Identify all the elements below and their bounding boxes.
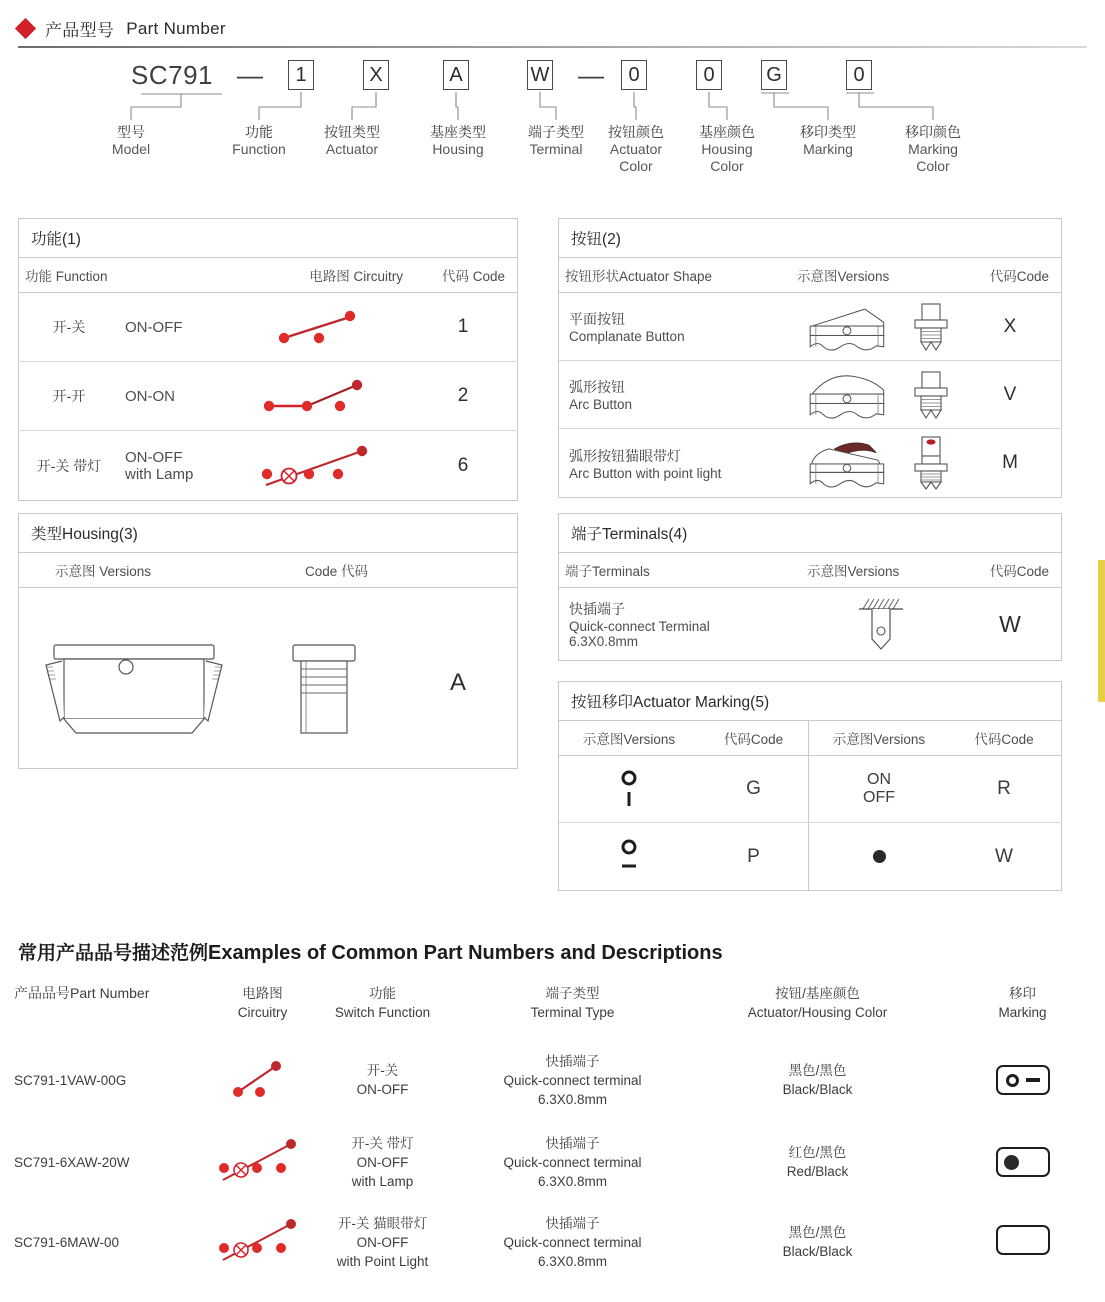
actuator-code: X xyxy=(1003,315,1017,337)
examples-header xyxy=(0,984,1105,1022)
table-row xyxy=(559,293,1061,361)
table-row xyxy=(19,431,517,500)
pn-label-actuator-color-cn: 按钮颜色 xyxy=(608,124,664,140)
actuator-code: M xyxy=(1002,452,1018,473)
function-table-header xyxy=(19,258,517,293)
ex-color-cn: 红色/黑色 xyxy=(788,1145,847,1160)
actuator-th-code: 代码Code xyxy=(989,269,1049,284)
ex-color-cn: 黑色/黑色 xyxy=(788,1063,847,1078)
terminals-table-title: 端子Terminals(4) xyxy=(559,514,1061,553)
housing-table-title: 类型Housing(3) xyxy=(19,514,517,553)
pn-label-marking-color-cn: 移印颜色 xyxy=(905,124,961,140)
actuator-table-title: 按钮(2) xyxy=(559,219,1061,258)
ex-th-marking-en: Marking xyxy=(998,1005,1047,1020)
arc-button-front-icon xyxy=(791,361,901,428)
actuator-shape-en: Arc Button xyxy=(569,397,633,412)
function-name-cn: 开-关 带灯 xyxy=(36,457,102,474)
pn-label-housing-color xyxy=(672,124,782,175)
marking-th-versions-right: 示意图Versions xyxy=(832,732,926,747)
terminals-th-terminals: 端子Terminals xyxy=(565,564,650,579)
section-title-en: Part Number xyxy=(126,18,226,38)
ex-function xyxy=(315,1061,450,1099)
ex-th-circuitry-cn: 电路图 xyxy=(242,986,283,1001)
pn-label-marking-color-en: Marking xyxy=(908,141,958,157)
actuator-shape-label xyxy=(559,361,791,428)
blank-marking-icon xyxy=(996,1225,1050,1255)
ex-marking xyxy=(940,1065,1105,1095)
on-off-lamp-circuit-icon xyxy=(229,431,409,500)
pn-dash-1: — xyxy=(237,60,263,90)
function-th-function: 功能 Function xyxy=(25,269,108,284)
marking-th-versions-left: 示意图Versions xyxy=(582,732,676,747)
quick-connect-terminal-icon xyxy=(801,588,961,660)
function-name-cn: 开-关 xyxy=(52,319,86,335)
ex-part-number: SC791-6XAW-20W xyxy=(14,1154,130,1170)
ex-function xyxy=(315,1134,450,1191)
housing-th-versions: 示意图 Versions xyxy=(55,564,152,579)
terminal-label xyxy=(559,588,801,660)
pn-label-marking-en: Marking xyxy=(803,141,853,157)
ex-color xyxy=(695,1143,940,1181)
function-th-code: 代码 Code xyxy=(441,269,505,284)
actuator-shape-cn: 弧形按钮 xyxy=(569,379,625,395)
terminals-th-versions: 示意图Versions xyxy=(807,564,900,579)
complanate-button-side-icon xyxy=(901,293,961,360)
pn-label-model-cn: 型号 xyxy=(117,124,145,140)
pn-label-function-cn: 功能 xyxy=(245,124,273,140)
yellow-page-tab xyxy=(1098,560,1105,702)
table-row xyxy=(559,361,1061,429)
pn-label-housing-color-en: Housing xyxy=(701,141,753,157)
arc-button-point-light-front-icon xyxy=(791,429,901,497)
ex-terminal-en2: 6.3X0.8mm xyxy=(537,1253,608,1269)
examples-title-cn: 常用产品品号描述范例 xyxy=(18,943,209,964)
function-table-title: 功能(1) xyxy=(19,219,517,258)
pn-label-actuator xyxy=(297,124,407,158)
table-row xyxy=(559,756,1061,823)
ex-color-en: Black/Black xyxy=(782,1244,853,1259)
on-off-circuit-icon xyxy=(210,1050,315,1111)
ex-th-function-en: Switch Function xyxy=(334,1005,431,1020)
marking-table-header xyxy=(559,721,1061,756)
ex-terminal-cn: 快插端子 xyxy=(545,1053,600,1069)
arc-button-point-light-side-icon xyxy=(901,429,961,497)
ex-th-terminal xyxy=(450,984,695,1022)
circle-over-dash-icon xyxy=(559,823,699,890)
ex-part-number: SC791-6MAW-00 xyxy=(14,1234,120,1250)
pn-model: SC791 xyxy=(131,60,213,90)
actuator-shape-label xyxy=(559,429,791,497)
pn-box-housing[interactable]: A xyxy=(443,60,469,90)
pn-box-actuator[interactable]: X xyxy=(363,60,389,90)
pn-label-function-en: Function xyxy=(232,141,286,157)
table-row xyxy=(19,588,517,778)
marking-off-text: OFF xyxy=(863,789,895,806)
pn-label-marking xyxy=(773,124,883,158)
pn-label-housing-color-cn: 基座颜色 xyxy=(699,124,755,140)
on-off-lamp-circuit-icon xyxy=(210,1210,315,1275)
ex-terminal xyxy=(450,1134,695,1191)
terminals-table xyxy=(558,513,1062,661)
ex-terminal-en2: 6.3X0.8mm xyxy=(537,1091,608,1107)
pn-label-marking-color xyxy=(878,124,988,175)
function-name-en2: with Lamp xyxy=(125,465,194,483)
function-name-en: ON-OFF xyxy=(125,448,183,466)
ex-th-terminal-cn: 端子类型 xyxy=(545,986,600,1001)
housing-th-code: Code 代码 xyxy=(305,564,369,579)
function-name-en-wrap xyxy=(119,362,229,430)
housing-table-header xyxy=(19,553,517,588)
examples-title xyxy=(18,938,723,965)
ex-th-function-cn: 功能 xyxy=(369,986,396,1001)
ex-terminal-cn: 快插端子 xyxy=(545,1135,600,1151)
red-diamond-icon xyxy=(15,18,36,39)
function-name-en: ON-OFF xyxy=(125,318,183,336)
ex-color-en: Black/Black xyxy=(782,1082,853,1097)
on-off-text-marking xyxy=(809,756,949,822)
table-row xyxy=(19,362,517,431)
ex-marking xyxy=(940,1147,1105,1177)
ex-terminal xyxy=(450,1214,695,1271)
pn-label-actuator-color-en: Actuator xyxy=(609,141,663,157)
ex-th-circuitry xyxy=(210,984,315,1022)
on-off-lamp-circuit-icon xyxy=(210,1130,315,1195)
housing-code: A xyxy=(449,669,466,696)
part-number-decoder xyxy=(0,52,1105,192)
ex-terminal xyxy=(450,1052,695,1109)
ex-th-part-number-cn: 产品品号 xyxy=(14,985,70,1001)
function-code: 2 xyxy=(457,385,469,406)
ex-color xyxy=(695,1223,940,1261)
actuator-shape-cn: 弧形按钮猫眼带灯 xyxy=(569,447,681,464)
table-row xyxy=(559,823,1061,890)
housing-front-icon xyxy=(19,588,249,778)
marking-table xyxy=(558,681,1062,891)
housing-side-icon xyxy=(249,588,399,778)
ex-color xyxy=(695,1061,940,1099)
ex-terminal-en: Quick-connect terminal xyxy=(503,1154,642,1170)
ex-terminal-en2: 6.3X0.8mm xyxy=(537,1173,608,1189)
terminals-table-header xyxy=(559,553,1061,588)
pn-label-terminal-cn: 端子类型 xyxy=(528,124,584,140)
actuator-shape-en: Complanate Button xyxy=(569,329,685,344)
ex-th-color-cn: 按钮/基座颜色 xyxy=(775,986,860,1001)
pn-box-marking[interactable]: G xyxy=(761,60,787,90)
table-row xyxy=(19,293,517,362)
ex-terminal-cn: 快插端子 xyxy=(545,1215,600,1231)
ex-function-cn: 开-关 带灯 xyxy=(351,1135,414,1151)
ex-marking xyxy=(940,1225,1105,1260)
on-on-circuit-icon xyxy=(229,362,409,430)
marking-th-code-right: 代码Code xyxy=(974,732,1034,747)
ex-terminal-en: Quick-connect terminal xyxy=(503,1234,642,1250)
list-item xyxy=(0,1040,1105,1120)
complanate-button-front-icon xyxy=(791,293,901,360)
on-off-circuit-icon xyxy=(229,293,409,361)
pn-label-housing-color-en2: Color xyxy=(710,158,744,174)
ex-th-color xyxy=(695,984,940,1022)
header-divider xyxy=(18,46,1087,48)
pn-box-terminal[interactable]: W xyxy=(527,60,553,90)
marking-code-left: G xyxy=(699,756,809,822)
terminal-en: Quick-connect Terminal xyxy=(569,619,710,634)
ex-function-cn: 开-关 xyxy=(366,1063,399,1078)
pn-label-actuator-en: Actuator xyxy=(325,141,379,157)
pn-box-actuator-color[interactable]: 0 xyxy=(621,60,647,90)
function-code: 1 xyxy=(457,316,469,337)
list-item xyxy=(0,1202,1105,1282)
ex-color-en: Red/Black xyxy=(786,1164,849,1179)
ex-th-marking xyxy=(940,984,1105,1022)
function-code: 6 xyxy=(457,454,469,476)
actuator-th-shape: 按钮形状Actuator Shape xyxy=(565,269,713,284)
ex-th-color-en: Actuator/Housing Color xyxy=(747,1005,888,1020)
list-item xyxy=(0,1122,1105,1202)
ex-th-marking-cn: 移印 xyxy=(1009,986,1036,1001)
pn-label-housing-cn: 基座类型 xyxy=(430,124,486,140)
actuator-code: V xyxy=(1003,383,1017,405)
ex-th-terminal-en: Terminal Type xyxy=(530,1005,615,1020)
pn-box-housing-color[interactable]: 0 xyxy=(696,60,722,90)
terminal-en2: 6.3X0.8mm xyxy=(569,634,639,649)
pn-label-housing-en: Housing xyxy=(432,141,484,157)
circle-dash-marking-icon xyxy=(996,1065,1050,1095)
ex-function-en2: with Point Light xyxy=(336,1253,429,1269)
marking-table-title: 按钮移印Actuator Marking(5) xyxy=(559,682,1061,721)
ex-function xyxy=(315,1214,450,1271)
ex-function-cn: 开-关 猫眼带灯 xyxy=(337,1215,428,1231)
pn-label-housing xyxy=(403,124,513,158)
terminals-th-code: 代码Code xyxy=(989,564,1049,579)
circle-over-bar-icon xyxy=(559,756,699,822)
actuator-shape-label xyxy=(559,293,791,360)
marking-th-code-left: 代码Code xyxy=(699,721,809,755)
marking-code-right: R xyxy=(997,778,1011,799)
function-name-en: ON-ON xyxy=(125,387,175,405)
examples-title-en: Examples of Common Part Numbers and Descriptions xyxy=(208,942,723,964)
actuator-th-versions: 示意图Versions xyxy=(797,269,890,284)
function-name-en-wrap xyxy=(119,431,229,500)
ex-function-en2: with Lamp xyxy=(351,1173,414,1189)
ex-th-part-number xyxy=(0,984,210,1022)
actuator-table xyxy=(558,218,1062,498)
ex-function-en: ON-OFF xyxy=(356,1234,409,1250)
actuator-table-header xyxy=(559,258,1061,293)
table-row xyxy=(559,429,1061,497)
function-name-cn: 开-开 xyxy=(52,388,86,404)
actuator-shape-en: Arc Button with point light xyxy=(569,465,722,481)
ex-color-cn: 黑色/黑色 xyxy=(788,1225,847,1240)
terminal-cn: 快插端子 xyxy=(569,601,625,617)
marking-code-right: W xyxy=(995,845,1013,867)
pn-box-marking-color[interactable]: 0 xyxy=(846,60,872,90)
section-title-cn: 产品型号 xyxy=(45,21,115,40)
function-table xyxy=(18,218,518,501)
ex-part-number: SC791-1VAW-00G xyxy=(14,1072,127,1088)
pn-label-actuator-color-en2: Color xyxy=(619,158,653,174)
ex-th-function xyxy=(315,984,450,1022)
marking-code-left: P xyxy=(699,823,809,890)
ex-terminal-en: Quick-connect terminal xyxy=(503,1072,642,1088)
table-row xyxy=(559,588,1061,660)
housing-table xyxy=(18,513,518,769)
function-th-circuitry: 电路图 Circuitry xyxy=(309,269,403,284)
pn-label-marking-cn: 移印类型 xyxy=(800,124,856,140)
pn-dash-2: — xyxy=(578,60,604,90)
pn-label-terminal-en: Terminal xyxy=(529,141,583,157)
ex-function-en: ON-OFF xyxy=(356,1082,409,1097)
pn-box-function[interactable]: 1 xyxy=(288,60,314,90)
terminal-code: W xyxy=(999,610,1021,637)
section-header xyxy=(18,16,226,41)
ex-function-en: ON-OFF xyxy=(356,1154,409,1170)
pn-label-model-en: Model xyxy=(111,141,151,157)
ex-th-part-number-en: Part Number xyxy=(70,985,150,1001)
pn-label-marking-color-en2: Color xyxy=(916,158,950,174)
function-name-en-wrap xyxy=(119,293,229,361)
actuator-shape-cn: 平面按钮 xyxy=(569,311,625,327)
pn-label-actuator-cn: 按钮类型 xyxy=(324,124,380,140)
arc-button-side-icon xyxy=(901,361,961,428)
filled-dot-marking-icon xyxy=(996,1147,1050,1177)
ex-th-circuitry-en: Circuitry xyxy=(237,1005,288,1020)
marking-on-text: ON xyxy=(867,771,891,788)
pn-label-model xyxy=(76,124,186,158)
filled-dot-icon xyxy=(809,823,949,890)
